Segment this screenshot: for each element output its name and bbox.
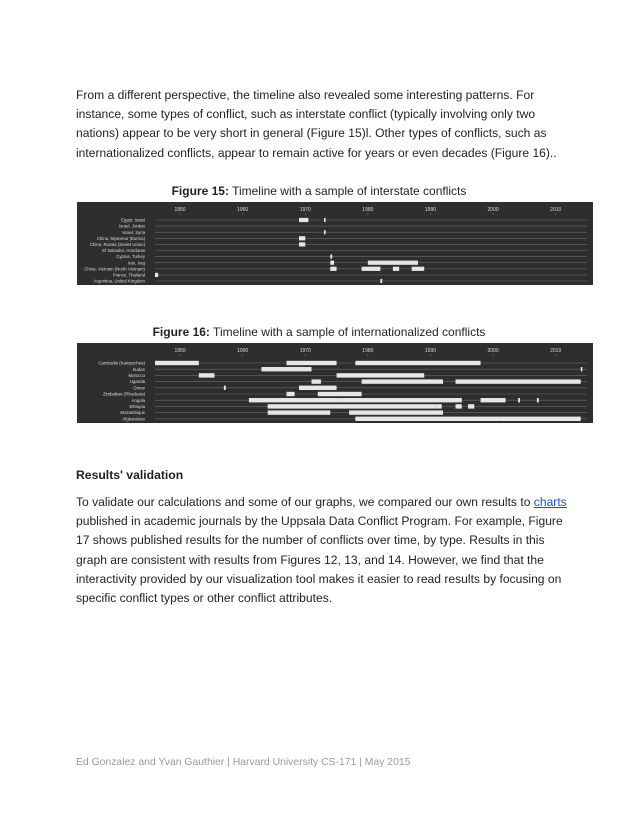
conflict-span-bar[interactable] (437, 404, 442, 408)
x-tick-label-1980: 1980 (362, 348, 374, 354)
figure-16-caption-text: Timeline with a sample of internationalized conflicts (209, 325, 486, 339)
conflict-span-bar[interactable] (261, 367, 311, 371)
conflict-span-bar[interactable] (368, 261, 418, 265)
conflict-span-bar[interactable] (330, 261, 334, 265)
row-label: France, Thailand (112, 272, 145, 278)
conflict-span-bar[interactable] (362, 379, 443, 383)
conflict-span-bar[interactable] (468, 404, 474, 408)
conflict-span-bar[interactable] (456, 404, 462, 408)
conflict-span-bar[interactable] (355, 417, 499, 421)
row-label: Sudan (132, 366, 145, 372)
row-label: Cambodia (Kampuchea) (98, 360, 145, 366)
row-label: Morocco (128, 373, 145, 378)
x-tick-label-1990: 1990 (424, 348, 437, 354)
conflict-span-bar[interactable] (299, 218, 308, 222)
conflict-span-bar[interactable] (380, 279, 382, 283)
figure-16-timeline-chart (77, 343, 593, 423)
row-label: China, Vietnam (North Vietnam) (84, 266, 145, 272)
figure-16-svg (77, 343, 593, 423)
conflict-span-bar[interactable] (299, 236, 305, 240)
conflict-span-bar[interactable] (349, 410, 443, 414)
conflict-span-bar[interactable] (299, 242, 305, 246)
conflict-span-bar[interactable] (330, 255, 332, 259)
conflict-span-bar[interactable] (481, 398, 506, 402)
conflict-span-bar[interactable] (324, 218, 326, 222)
x-tick-label-1960: 1960 (237, 207, 249, 213)
x-tick-label-1950: 1950 (174, 207, 186, 213)
charts-link[interactable]: charts (533, 495, 567, 509)
conflict-span-bar[interactable] (299, 386, 337, 390)
row-label: China, Russia (Soviet Union) (89, 242, 145, 247)
row-label: Iran, Iraq (127, 260, 145, 266)
row-label: Egypt, Israel (121, 217, 145, 223)
row-label: El Salvador, Honduras (102, 248, 145, 254)
conflict-span-bar[interactable] (337, 398, 462, 402)
conflict-span-bar[interactable] (518, 398, 520, 402)
x-tick-label-2000: 2000 (487, 348, 499, 354)
row-label: Cyprus, Turkey (116, 254, 145, 260)
figure-15-label: Figure 15: (171, 184, 229, 198)
x-tick-label-1970: 1970 (299, 207, 311, 213)
conflict-span-bar[interactable] (393, 267, 399, 271)
figure-16-caption (0, 325, 638, 339)
row-label: Ethiopia (129, 404, 145, 409)
figure-15-caption-text: Timeline with a sample of interstate conflicts (228, 184, 467, 198)
x-tick-label-1960: 1960 (237, 348, 249, 354)
row-label: China, Myanmar (Burma) (96, 235, 145, 241)
conflict-span-bar[interactable] (312, 379, 321, 383)
row-label: Afghanistan (122, 416, 145, 422)
row-label: Oman (133, 385, 145, 391)
conflict-span-bar[interactable] (155, 361, 199, 365)
figure-16-label: Figure 16: (152, 325, 210, 339)
row-label: Angola (131, 397, 145, 403)
conflict-span-bar[interactable] (286, 392, 294, 396)
conflict-span-bar[interactable] (355, 361, 480, 365)
x-tick-label-2010: 2010 (550, 207, 562, 213)
x-tick-label-1950: 1950 (174, 348, 186, 354)
row-label: Israel, Syria (122, 229, 145, 235)
figure-15-caption (0, 184, 638, 198)
conflict-span-bar[interactable] (324, 230, 326, 234)
conflict-span-bar[interactable] (337, 373, 425, 377)
x-tick-label-1970: 1970 (299, 348, 311, 354)
x-tick-label-2000: 2000 (487, 207, 499, 213)
conflict-span-bar[interactable] (581, 367, 583, 371)
figure-15-timeline-chart (77, 202, 593, 285)
validation-text-after: published in academic journals by the Uppsala Data Conflict Program. For example, Figure 17 shows published results for the number of conflicts over time, by type. Results in this graph are consistent with results from Figures 12, 13, and 14. However, we find that the interactivity provided by our visualization tool makes it easier to read results by focusing on specific conflict types or other conflict attributes. (76, 514, 563, 606)
x-tick-label-2010: 2010 (550, 348, 562, 354)
conflict-span-bar[interactable] (155, 273, 158, 277)
x-tick-label-1980: 1980 (362, 207, 374, 213)
page-footer: Ed Gonzalez and Yvan Gauthier | Harvard University CS-171 | May 2015 (76, 757, 411, 768)
row-label: Uganda (129, 379, 145, 385)
x-tick-label-1990: 1990 (424, 207, 437, 213)
conflict-span-bar[interactable] (268, 404, 437, 408)
conflict-span-bar[interactable] (318, 392, 362, 396)
row-label: Argentina, United Kingdom (93, 278, 145, 284)
conflict-span-bar[interactable] (268, 410, 331, 414)
conflict-span-bar[interactable] (499, 417, 580, 421)
conflict-span-bar[interactable] (249, 398, 337, 402)
row-label: Mozambique (120, 410, 145, 416)
conflict-span-bar[interactable] (199, 373, 215, 377)
conflict-span-bar[interactable] (330, 267, 336, 271)
row-label: Israel, Jordan (118, 223, 145, 229)
intro-paragraph: From a different perspective, the timeline also revealed some interesting patterns. For instance, some types of conflict, such as interstate conflict (typically involving only two nations) appear to be very short in general (Figure 15)l. Other types of conflicts, such as internationalized conflicts, appear to remain active for years or even decades (Figure 16).. (76, 88, 557, 160)
validation-text-before: To validate our calculations and some of our graphs, we compared our own results to (76, 495, 534, 509)
conflict-span-bar[interactable] (224, 386, 226, 390)
conflict-span-bar[interactable] (412, 267, 425, 271)
validation-paragraph (76, 493, 576, 608)
conflict-span-bar[interactable] (362, 267, 381, 271)
row-label: Zimbabwe (Rhodesia) (102, 391, 145, 397)
conflict-span-bar[interactable] (286, 361, 336, 365)
conflict-span-bar[interactable] (537, 398, 539, 402)
conflict-span-bar[interactable] (456, 379, 581, 383)
results-validation-heading: Results' validation (76, 468, 184, 482)
figure-15-svg (77, 202, 593, 285)
